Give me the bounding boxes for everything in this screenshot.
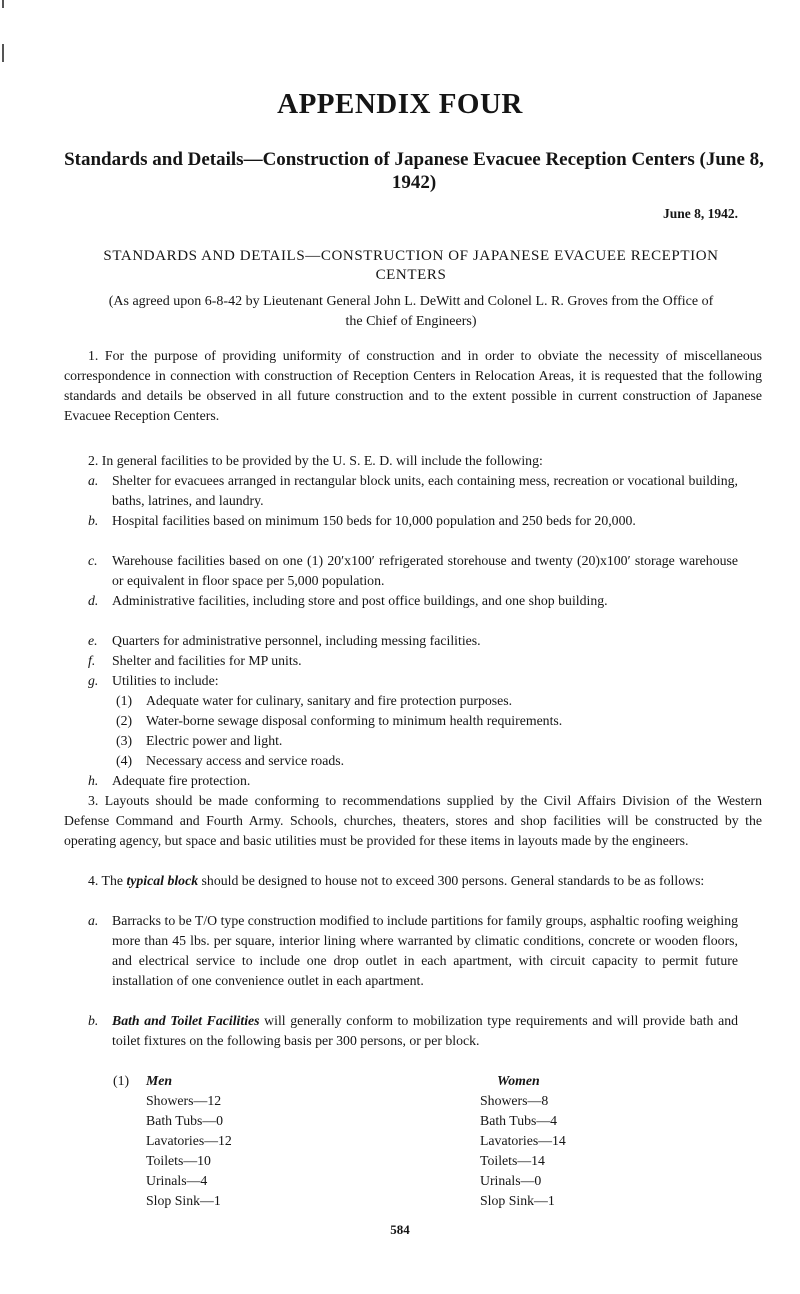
fixture-row: Bath Tubs—0 <box>146 1113 224 1128</box>
list-item-label: b. <box>88 1013 99 1028</box>
utility-item <box>116 711 562 731</box>
list-item <box>88 651 738 671</box>
list-item-label: c. <box>88 553 98 568</box>
document-heading: STANDARDS AND DETAILS—CONSTRUCTION OF JAPANESE EVACUEE RECEPTION CENTERS <box>103 248 719 283</box>
paragraph-2 <box>64 451 762 471</box>
list-item <box>88 671 738 691</box>
fixture-row: Showers—12 <box>146 1093 222 1108</box>
list-item-text-rest: will generally conform to mobilization type requirements and will provide bath and toilet fixtures on the following basis per 300 persons, or per block. <box>112 1013 739 1048</box>
fixture-row: Urinals—0 <box>480 1173 542 1188</box>
scan-edge-mark <box>2 0 4 8</box>
list-item-label: a. <box>88 913 99 928</box>
fixture-row: Slop Sink—1 <box>480 1193 555 1208</box>
fixture-row: Urinals—4 <box>146 1173 208 1188</box>
list-item <box>88 631 738 651</box>
utility-number: (2) <box>116 713 133 728</box>
fixture-row: Bath Tubs—4 <box>480 1113 558 1128</box>
list-item <box>88 471 738 511</box>
list-item-label: g. <box>88 673 99 688</box>
list-item-text: Administrative facilities, including store and post office buildings, and one shop building. <box>112 593 608 608</box>
list-item-text: Shelter and facilities for MP units. <box>112 653 302 668</box>
utility-number: (1) <box>116 693 133 708</box>
list-item <box>88 771 738 791</box>
list-item-label: f. <box>88 653 96 668</box>
list-item-label: h. <box>88 773 99 788</box>
men-fixtures <box>146 1071 232 1211</box>
list-item-text: Hospital facilities based on minimum 150 beds for 10,000 population and 250 beds for 20,000. <box>112 513 636 528</box>
list-item <box>88 1011 738 1051</box>
utility-text: Necessary access and service roads. <box>146 753 345 768</box>
paragraph-4-text <box>64 871 762 891</box>
scan-edge-mark <box>2 44 4 62</box>
fixture-row: Lavatories—12 <box>146 1133 232 1148</box>
utility-text: Adequate water for culinary, sanitary and fire protection purposes. <box>146 693 513 708</box>
document-subtitle: Standards and Details—Construction of Japanese Evacuee Reception Centers (June 8, 1942) <box>64 149 764 193</box>
list-item-label: d. <box>88 593 99 608</box>
list-item <box>88 591 738 611</box>
list-item-text: Barracks to be T/O type construction modified to include partitions for family groups, asphaltic roofing weighing more than 45 lbs. per square, interior lining where warranted by climatic conditions, concrete or wooden floors, and electrical service to include one drop outlet in each apartment, with circuit capacity to permit future installation of one convenience outlet in each apartment. <box>112 913 738 988</box>
list-item <box>88 911 738 991</box>
fixture-row: Toilets—10 <box>146 1153 211 1168</box>
list-item-label: a. <box>88 473 99 488</box>
paragraph-3-text: 3. Layouts should be made conforming to recommendations supplied by the Civil Affairs Division of the Western Defense Command and Fourth Army. Schools, churches, theaters, stores and shop facilities will be constructed by the operating agency, but space and basic utilities must be provided for these items in layouts made by the engineers. <box>64 793 762 848</box>
utility-text: Water-borne sewage disposal conforming to minimum health requirements. <box>146 713 563 728</box>
list-item-text: Utilities to include: <box>112 673 219 688</box>
list-item-text: Shelter for evacuees arranged in rectangular block units, each containing mess, recreation or vocational building, baths, latrines, and laundry. <box>112 473 738 508</box>
utility-number: (3) <box>116 733 133 748</box>
list-item <box>88 551 738 591</box>
paragraph-1 <box>64 346 762 426</box>
paragraph-4-emphasis: typical block <box>126 873 199 888</box>
list-item-text <box>112 1011 738 1051</box>
fixture-row: Toilets—14 <box>480 1153 545 1168</box>
agreement-note: (As agreed upon 6-8-42 by Lieutenant General John L. DeWitt and Colonel L. R. Groves from the Office of the Chief of Engineers) <box>108 294 714 329</box>
utility-item <box>116 691 512 711</box>
paragraph-2-intro: 2. In general facilities to be provided by the U. S. E. D. will include the following: <box>88 453 543 468</box>
men-heading: Men <box>146 1073 173 1088</box>
paragraph-4-start: 4. The <box>88 873 127 888</box>
list-item <box>88 511 738 531</box>
fixture-row: Slop Sink—1 <box>146 1193 221 1208</box>
utility-number: (4) <box>116 753 133 768</box>
list-item-text: Warehouse facilities based on one (1) 20′x100′ refrigerated storehouse and twenty (20)x100′ storage warehouse or equivalent in floor space per 5,000 population. <box>112 553 738 588</box>
paragraph-1-text: 1. For the purpose of providing uniformity of construction and in order to obviate the necessity of miscellaneous correspondence in connection with construction of Reception Centers in Relocation Areas, it is requested that the following standards and details be observed in all future construction and to the extent possible in current construction of Japanese Evacuee Reception Centers. <box>64 348 762 423</box>
fixture-row: Showers—8 <box>480 1093 549 1108</box>
women-heading: Women <box>497 1073 540 1088</box>
fixture-row: Lavatories—14 <box>480 1133 566 1148</box>
fixture-number: (1) <box>113 1073 130 1088</box>
paragraph-4-end: should be designed to house not to exceed 300 persons. General standards to be as follows: <box>198 873 705 888</box>
list-item-text: Quarters for administrative personnel, including messing facilities. <box>112 633 481 648</box>
utility-item <box>116 731 282 751</box>
page-number: 584 <box>390 1222 410 1237</box>
appendix-title: APPENDIX FOUR <box>277 88 523 120</box>
list-item-label: b. <box>88 513 99 528</box>
document-date: June 8, 1942. <box>662 206 738 221</box>
list-item-emphasis: Bath and Toilet Facilities <box>112 1013 260 1028</box>
women-fixtures <box>480 1071 566 1211</box>
list-item-text: Adequate fire protection. <box>112 773 251 788</box>
utility-item <box>116 751 344 771</box>
paragraph-3 <box>64 791 762 851</box>
list-item-label: e. <box>88 633 98 648</box>
paragraph-4 <box>64 871 762 891</box>
utility-text: Electric power and light. <box>146 733 283 748</box>
